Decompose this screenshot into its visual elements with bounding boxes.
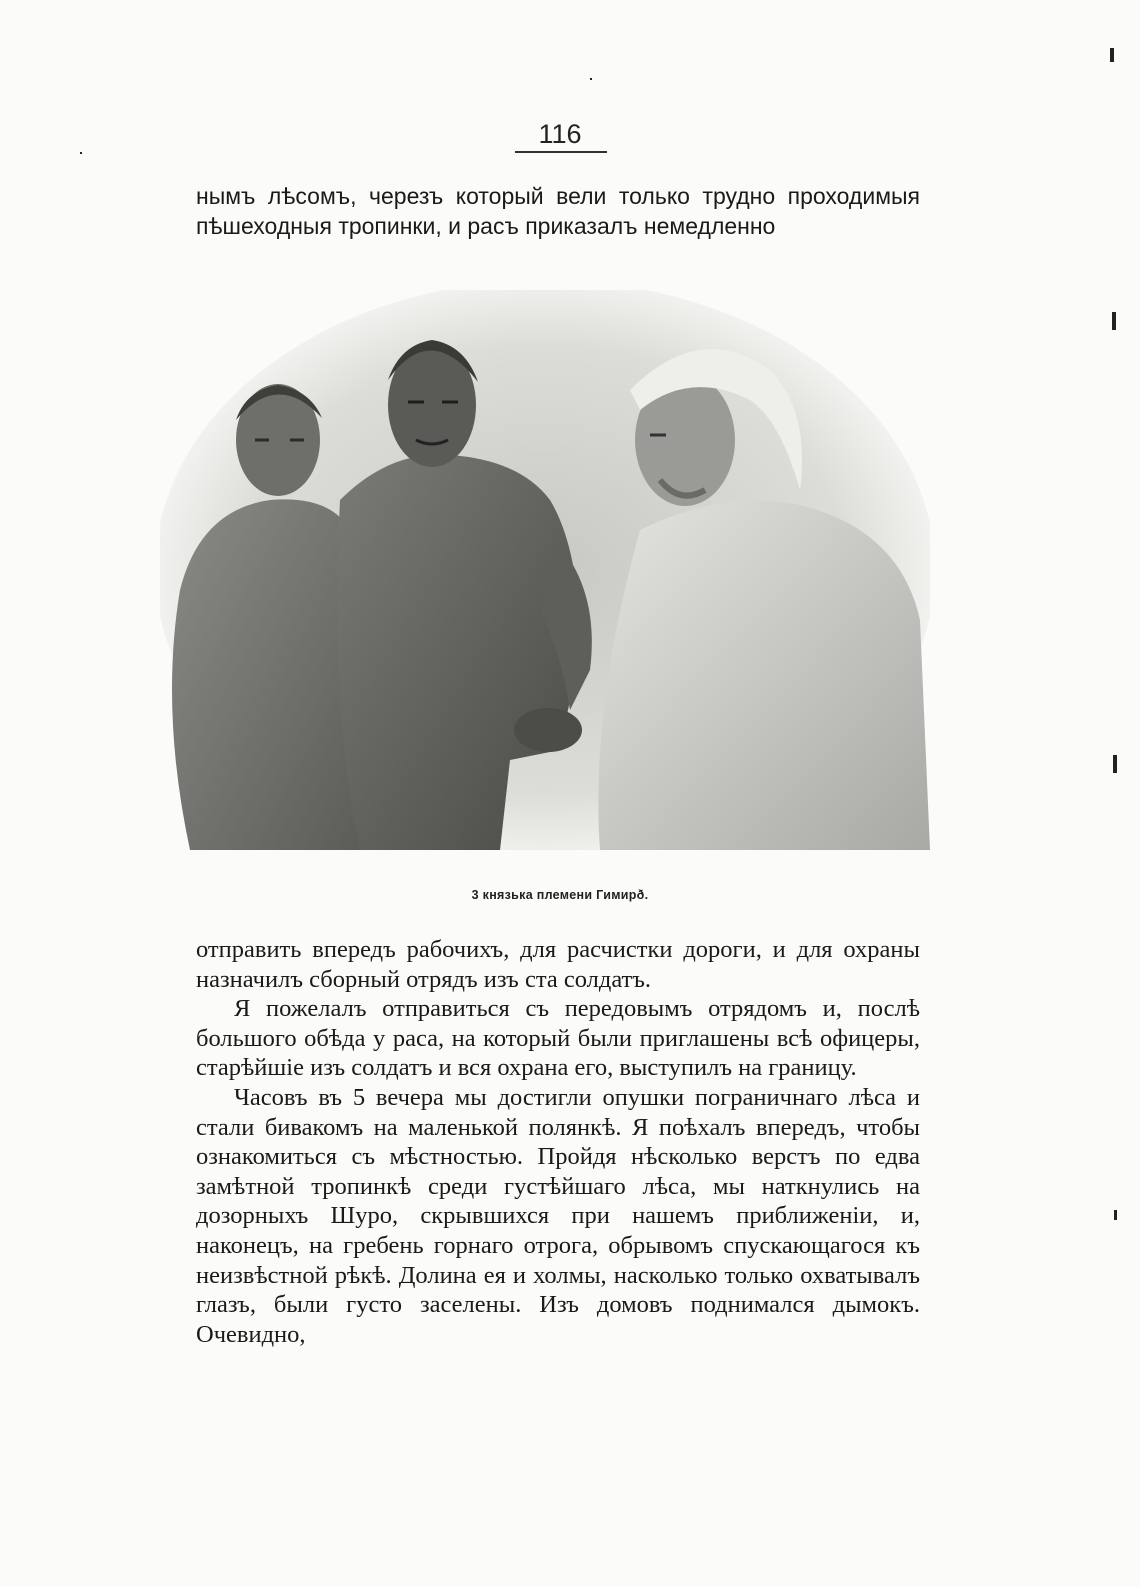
bottom-text-block (196, 935, 920, 1349)
figure-hands (514, 708, 582, 752)
figure-illustration (160, 290, 930, 850)
paragraph: Я пожелалъ отправиться съ передовымъ отрядомъ и, послѣ большого обѣда у раса, на который были приглашены всѣ офицеры, старѣйшіе изъ солдатъ и вся охрана его, выступилъ на границу. (196, 995, 920, 1082)
figure-caption: 3 князька племени Гимирð. (471, 888, 649, 902)
paragraph: нымъ лѣсомъ, черезъ который вели только трудно проходимыя пѣшеходныя тропинки, и расъ приказалъ немедленно (196, 183, 920, 239)
top-text-block (196, 182, 920, 241)
paragraph: отправить впередъ рабочихъ, для расчистки дороги, и для охраны назначилъ сборный отрядъ изъ ста солдатъ. (196, 936, 920, 993)
scan-speck (1113, 755, 1117, 773)
scan-speck (1112, 312, 1116, 330)
paragraph: Часовъ въ 5 вечера мы достигли опушки пограничнаго лѣса и стали бивакомъ на маленькой полянкѣ. Я поѣхалъ впередъ, чтобы ознакомиться съ мѣстностью. Пройдя нѣсколько верстъ по едва замѣтной тропинкѣ среди густѣйшаго лѣса, мы наткнулись на дозорныхъ Шуро, скрывшихся при нашемъ приближеніи, и, наконецъ, на гребень горнаго отрога, обрывомъ спускающагося къ неизвѣстной рѣкѣ. Долина ея и холмы, насколько только охватывалъ глазъ, были густо заселены. Изъ домовъ поднимался дымокъ. Очевидно, (196, 1083, 920, 1348)
scan-speck (80, 152, 82, 154)
scan-speck (1110, 48, 1114, 62)
page-number: 116 (538, 119, 582, 149)
scan-speck (590, 78, 592, 80)
page-number-rule (515, 151, 607, 153)
scan-speck (1114, 1210, 1117, 1220)
